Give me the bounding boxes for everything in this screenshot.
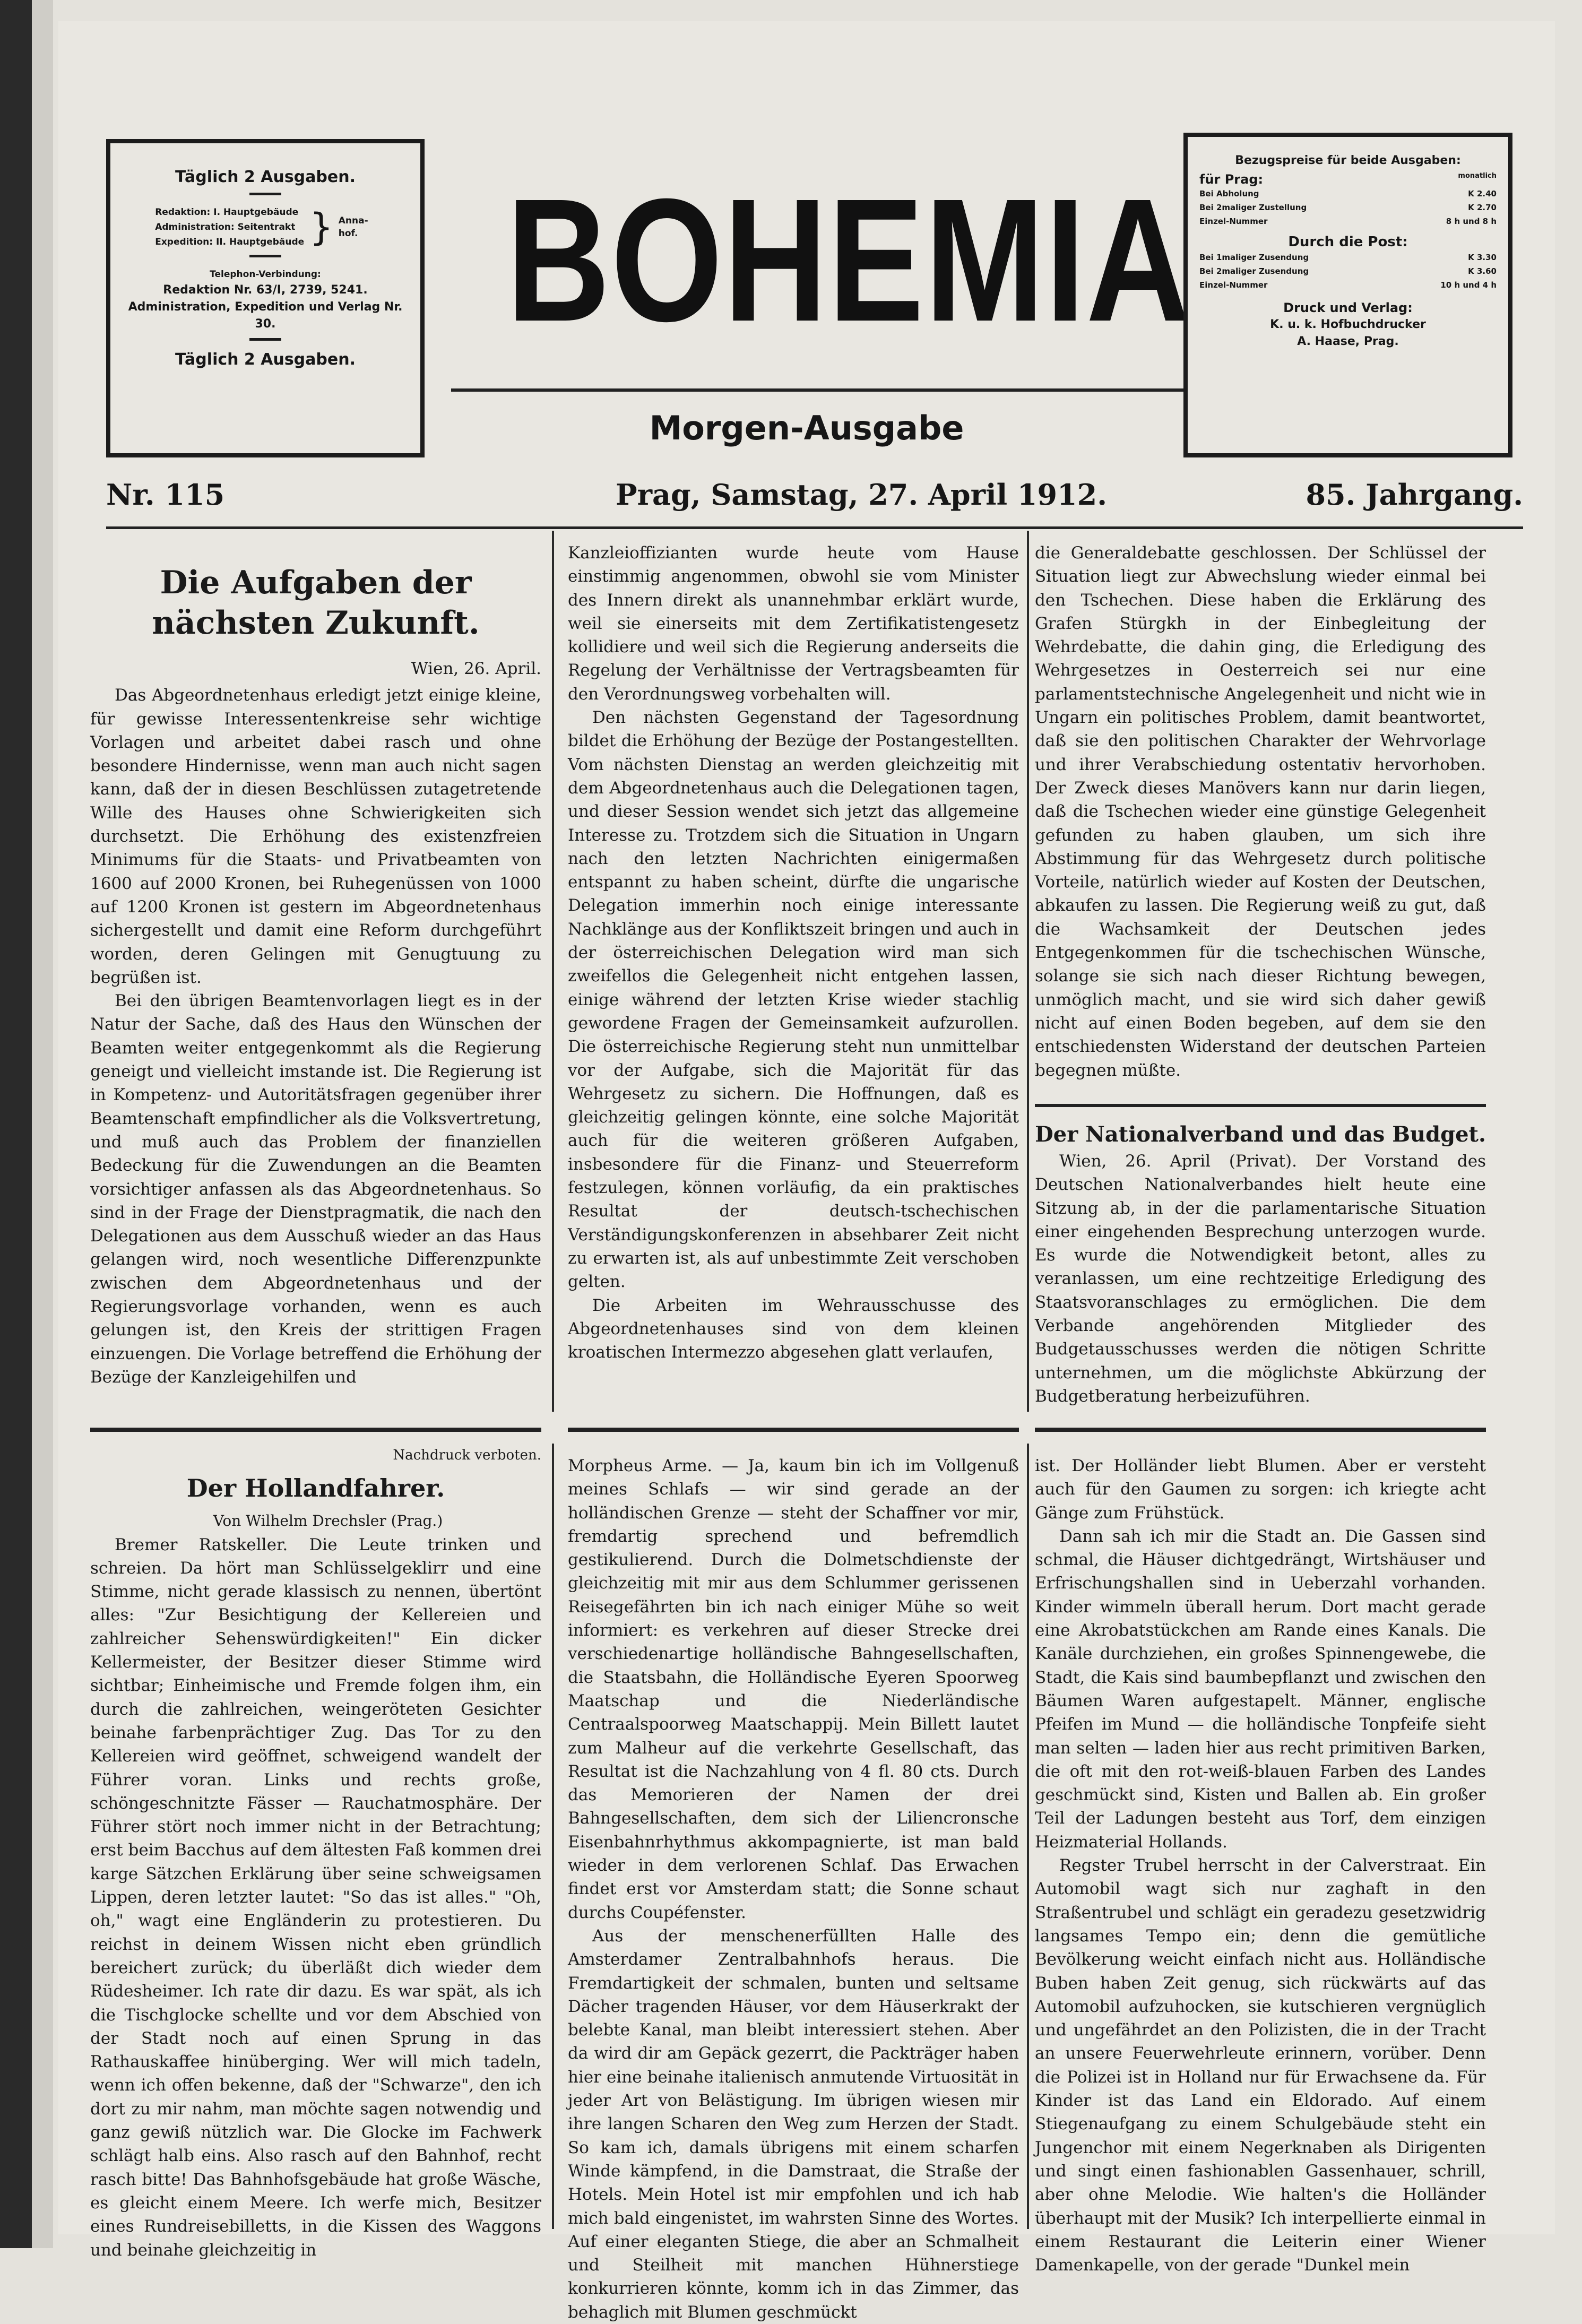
price-row: Bei Abholung K 2.40 xyxy=(1199,189,1497,198)
dateline-rule xyxy=(106,526,1523,529)
column-rule xyxy=(1027,531,1029,1412)
column-rule xyxy=(552,531,554,1412)
paragraph: Bei den übrigen Beamtenvorlagen liegt es in der Natur der Sache, daß des Haus den Wünschen der Beamten weiter entgegenkommt als die Regierung geneigt und vielleicht imstande ist. Die Regierung ist in Kompetenz- und Autoritätsfragen gegenüber ihrer Beamtenschaft empfindlicher als die Volksvertretung, und muß auch das Problem der finanziellen Bedeckung für die Zuwendungen an die Beamten vorsichtiger anfassen als das Abgeordnetenhaus. So sind in der Frage der Dienstpragmatik, die nach den Delegationen aus dem Ausschuß wieder an das Haus gelangen wird, noch wesentliche Differenzpunkte zwischen dem Abgeordnetenhaus und der Regierungsvorlage vorhanden, wenn es auch gelungen ist, den Kreis der strittigen Fragen einzuengen. Die Vorlage betreffend die Erhöhung der Bezüge der Kanzleigehilfen und xyxy=(90,991,541,1387)
masthead-right-box xyxy=(1183,133,1512,457)
paragraph: Kanzleioffizianten wurde heute vom Hause einstimmig angenommen, obwohl sie vom Minister des Innern direkt als unannehmbar erklärt wurde, weil sie einerseits mit dem Zertifikatistengesetz kollidiere und weil sich die Regierung anderseits die Regelung der Verhältnisse der Vertragsbeamten für den Verordnungsweg vorbehalten will. xyxy=(568,543,1019,704)
price-row: Einzel-Nummer 8 h und 8 h xyxy=(1199,217,1497,226)
redaktion-line: Redaktion: I. Hauptgebäude xyxy=(155,207,299,218)
issue-date: Prag, Samstag, 27. April 1912. xyxy=(616,478,1107,512)
annahof-label: Anna-hof. xyxy=(338,215,368,239)
telephon-admin: Administration, Expedition und Verlag Nr. 30. xyxy=(128,300,403,331)
paragraph: Regster Trubel herrscht in der Calverstraat. Ein Automobil wagt sich nur zaghaft in den Straßentrubel und schlägt ein geradezu gesetzwidrig langsames Tempo ein; denn die gemütliche Bevölkerung weicht einfach nicht aus. Holländische Buben haben Zeit genug, sich rückwärts auf das Automobil aufzuhocken, sie kutschieren vergnüglich und ungefährdet an den Polizisten, die in der Tracht an unsere Feuerwehrleute erinnern, vorüber. Denn die Polizei ist in Holland nur für Erwachsene da. Für Kinder ist das Land ein Eldorado. Auf einem Stiegenaufgang zu einem Schulgebäude steht ein Jungenchor mit einem Negerknaben als Dirigenten und singt einen fashionablen Gassenhauer, schrill, aber ohne Melodie. Wie halten's die Holländer überhaupt mit der Musik? Ich interpellierte einmal in einem Restaurant die Leiterin einer Wiener Damenkapelle, von der gerade "Dunkel mein xyxy=(1035,1856,1486,2275)
scan-edge-dark xyxy=(0,0,32,2248)
paragraph: Wien, 26. April (Privat). Der Vorstand des Deutschen Nationalverbandes hielt heute eine Sitzung ab, in der die parlamentarische Situation einer eingehenden Besprechung unterzogen wurde. Es wurde die Notwendigkeit betont, alles zu veranlassen, um eine rechtzeitige Erledigung des Staatsvoranschlages zu ermöglichen. Die dem Verbande angehörenden Mitglieder des Budgetausschusses werden die nötigen Schritte unternehmen, um die möglichste Abkürzung der Budgetberatung herbeizuführen. xyxy=(1035,1152,1486,1406)
newspaper-title: BOHEMIA xyxy=(506,162,1191,358)
feuilleton-headline: Der Hollandfahrer. xyxy=(186,1474,445,1503)
office-table xyxy=(121,205,410,249)
issue-number: Nr. 115 xyxy=(106,478,225,512)
paragraph: Die Arbeiten im Wehrausschusse des Abgeordnetenhauses sind von dem kleinen kroatischen Intermezzo abgesehen glatt verlaufen, xyxy=(568,1295,1019,1362)
issue-volume: 85. Jahrgang. xyxy=(1306,478,1523,512)
feuilleton-column-3 xyxy=(1035,1454,1486,2275)
paragraph: ist. Der Holländer liebt Blumen. Aber er versteht auch für den Gaumen zu sorgen: ich kriegte acht Gänge zum Frühstück. xyxy=(1035,1456,1486,1523)
druck-title: Druck und Verlag: xyxy=(1283,300,1413,315)
druck-firm: A. Haase, Prag. xyxy=(1297,335,1399,348)
price-row: Bei 1maliger Zusendung K 3.30 xyxy=(1199,253,1497,262)
feuilleton-column-2 xyxy=(568,1454,1019,2322)
article-column-2 xyxy=(568,541,1019,1422)
price-row: Bei 2maliger Zusendung K 3.60 xyxy=(1199,266,1497,276)
article-headline: Die Aufgaben der nächsten Zukunft. xyxy=(152,564,480,642)
telephon-redaktion: Redaktion Nr. 63/I, 2739, 5241. xyxy=(163,283,368,297)
prag-unit: monatlich xyxy=(1458,172,1497,180)
telephon-title: Telephon-Verbindung: xyxy=(210,269,321,280)
paragraph: Dann sah ich mir die Stadt an. Die Gassen sind schmal, die Häuser dichtgedrängt, Wirtshäuser und Erfrischungshallen sind in Ueberzahl vorhanden. Kinder wimmeln überall herum. Dort macht gerade eine Akrobatstückchen am Rande eines Kanals. Die Kanäle durchziehen, ein großes Spinnengewebe, die Stadt, die Kais sind baumbepflanzt und zwischen den Bäumen Waren aufgestapelt. Männer, englische Pfeifen im Mund — die holländische Tonpfeife sieht man selten — laden hier aus recht primitiven Barken, die oft mit den rot-weiß-blauen Farben des Landes geschmückt sind, Kisten und Ballen ab. Ein großer Teil der Ladungen besteht aus Torf, dem einzigen Heizmaterial Hollands. xyxy=(1035,1526,1486,1852)
scan-edge-light xyxy=(32,0,53,2248)
masthead-left-box xyxy=(106,139,425,457)
section-rule xyxy=(1035,1428,1486,1432)
divider xyxy=(249,193,281,195)
divider xyxy=(249,338,281,341)
divider xyxy=(249,255,281,257)
column-rule xyxy=(552,1444,554,2229)
prag-label: für Prag: xyxy=(1199,172,1264,187)
feuilleton-byline: Von Wilhelm Drechsler (Prag.) xyxy=(213,1512,443,1530)
expedition-line: Expedition: II. Hauptgebäude xyxy=(155,237,305,247)
post-label: Durch die Post: xyxy=(1288,234,1408,250)
price-row: Bei 2maliger Zustellung K 2.70 xyxy=(1199,203,1497,212)
paragraph: Das Abgeordnetenhaus erledigt jetzt einige kleine, für gewisse Interessentenkreise sehr wichtige Vorlagen und arbeitet dabei rasch und ohne besondere Hindernisse, wenn man auch nicht sagen kann, daß der in diesen Beschlüssen zutagetretende Wille des Hauses ohne Schwierigkeiten sich durchsetzt. Die Erhöhung des existenzfreien Minimums für die Staats- und Privatbeamten von 1600 auf 2000 Kronen, bei Ruhegenüssen von 1000 auf 1200 Kronen ist gestern im Abgeordnetenhaus sichergestellt und damit eine Reform durchgeführt worden, deren Gelingen mit Genugtuung zu begrüßen ist. xyxy=(90,686,541,987)
druck-name: K. u. k. Hofbuchdrucker xyxy=(1270,318,1426,331)
brace-glyph: } xyxy=(309,205,333,249)
article-2 xyxy=(1035,1120,1486,1422)
article2-headline: Der Nationalverband und das Budget. xyxy=(1035,1122,1486,1147)
administration-line: Administration: Seitentrakt xyxy=(155,222,296,232)
paragraph: Bremer Ratskeller. Die Leute trinken und schreien. Da hört man Schlüsselgeklirr und eine Stimme, nicht gerade klassisch zu nennen, übertönt alles: "Zur Besichtigung der Kellereien und zahlreicher Sehenswürdigkeiten!" Ein dicker Kellermeister, der Besitzer dieser Stimme wird sichtbar; Einheimische und Fremde folgen ihm, ein durch die zahlreichen, weingeröteten Gesichter beinahe farbenprächtiger Zug. Das Tor zu den Kellereien wird geöffnet, schweigend wandelt der Führer voran. Links und rechts große, schöngeschnitzte Fässer — Rauchatmosphäre. Der Führer stört noch immer nicht in der Betrachtung; erst beim Bacchus auf dem ältesten Faß kommen drei karge Sätzchen Erklärung über seine schweigsamen Lippen, deren letzter lautet: "So das ist alles." "Oh, oh," wagt eine Engländerin zu protestieren. Du reichst in deinem Wissen nicht eben gründlich bereichert zurück; du überläßt dich wieder dem Rüdesheimer. Ich rate dir dazu. Es war spät, als ich die Tischglocke schellte und vor dem Abschied von der Stadt noch auf einen Sprung in das Rathauskaffee hinüberging. Wer will mich tadeln, wenn ich offen bekenne, daß der "Schwarze", den ich dort zu mir nahm, man möchte sagen notwendig und ganz gewiß nützlich war. Die Glocke im Fachwerk schlägt halb eins. Also rasch auf den Bahnhof, recht rasch bitte! Das Bahnhofsgebäude hat große Wäsche, es gleicht einem Meere. Ich werfe mich, Besitzer eines Rundreisebilletts, in die Kissen des Waggons und beinahe gleichzeitig in xyxy=(90,1535,541,2260)
article-column-3 xyxy=(1035,541,1486,1088)
reprint-note: Nachdruck verboten. xyxy=(393,1447,541,1463)
feuilleton-column-1 xyxy=(90,1444,541,2260)
edition-subtitle: Morgen-Ausgabe xyxy=(649,409,964,447)
editions-top: Täglich 2 Ausgaben. xyxy=(175,168,356,186)
prag-header xyxy=(1199,172,1497,187)
paragraph: Den nächsten Gegenstand der Tagesordnung bildet die Erhöhung der Bezüge der Postangestellten. Vom nächsten Dienstag an werden gleichzeitig mit dem Abgeordnetenhaus auch die Delegationen tagen, und dieser Session wendet sich jetzt das allgemeine Interesse zu. Trotzdem sich die Situation in Ungarn nach den letzten Nachrichten einigermaßen entspannt zu haben scheint, dürfte die ungarische Delegation immerhin noch einige interessante Nachklänge aus der Konfliktszeit bringen und auch in der österreichischen Delegation wird man sich zweifellos die Gelegenheit nicht entgehen lassen, einige während der letzten Krise wieder stachlig gewordene Fragen der Gemeinsamkeit aufzurollen. Die österreichische Regierung steht nun unmittelbar vor der Aufgabe, sich die Majorität für das Wehrgesetz zu sichern. Die Hoffnungen, daß es gleichzeitig gelingen könnte, eine solche Majorität auch für die weiteren größeren Aufgaben, insbesondere für die Finanz- und Steuerreform festzulegen, können vorläufig, da ein praktisches Resultat der deutsch-tschechischen Verständigungskonferenzen in absehbarer Zeit nicht zu erwarten ist, als auf unbestimmte Zeit verschoben gelten. xyxy=(568,708,1019,1292)
prices-title: Bezugspreise für beide Ausgaben: xyxy=(1235,154,1461,167)
column-rule xyxy=(1027,1444,1029,2229)
article-column-1 xyxy=(90,552,541,1422)
article-separator xyxy=(1035,1104,1486,1107)
section-rule xyxy=(90,1428,541,1432)
dateline xyxy=(106,478,1523,520)
section-rule xyxy=(568,1428,1019,1432)
price-row: Einzel-Nummer 10 h und 4 h xyxy=(1199,280,1497,290)
paragraph: Morpheus Arme. — Ja, kaum bin ich im Vollgenuß meines Schlafs — wir sind gerade an der holländischen Grenze — steht der Schaffner vor mir, fremdartig sprechend und befremdlich gestikulierend. Durch die Dolmetschdienste der gleichzeitig mit mir aus dem Schlummer gerissenen Reisegefährten bin ich nach einiger Mühe so weit informiert: es verkehren auf dieser Strecke drei verschiedenartige holländische Bahngesellschaften, die Staatsbahn, die Holländische Eyeren Spoorweg Maatschap und die Niederländische Centraalspoorweg Maatschappij. Mein Billett lautet zum Malheur auf die verkehrte Gesellschaft, das Resultat ist die Nachzahlung von 4 fl. 80 cts. Durch das Memorieren der Namen der drei Bahngesellschaften, dem sich der Liliencronsche Eisenbahnrhythmus akkompagnierte, ist man bald wieder in dem verlorenen Schlaf. Das Erwachen findet erst vor Amsterdam statt; die Sonne schaut durchs Coupéfenster. xyxy=(568,1456,1019,1922)
editions-bottom: Täglich 2 Ausgaben. xyxy=(175,350,356,369)
article-dateline: Wien, 26. April. xyxy=(411,659,541,678)
title-rule xyxy=(451,388,1183,392)
paragraph: Aus der menschenerfüllten Halle des Amsterdamer Zentralbahnhofs heraus. Die Fremdartigkeit der schmalen, bunten und seltsame Dächer tragenden Häuser, vor dem Häuserkrakt der belebte Kanal, man bleibt interessiert stehen. Aber da wird dir am Gepäck gezerrt, die Packträger haben hier eine beinahe italienisch anmutende Virtuosität in jeder Art von Belästigung. Im übrigen wiesen mir ihre langen Scharen den Weg zum Herzen der Stadt. So kam ich, damals übrigens mit einem scharfen Winde kämpfend, in die Damstraat, die Straße der Hotels. Mein Hotel ist mir empfohlen und ich hab mich bald eingenistet, im wahrsten Sinne des Wortes. Auf einer eleganten Stiege, die aber an Schmalheit und Steilheit mit manchen Hühnerstiege konkurrieren könnte, komm ich in das Zimmer, das behaglich mit Blumen geschmückt xyxy=(568,1926,1019,2322)
paragraph: die Generaldebatte geschlossen. Der Schlüssel der Situation liegt zur Abwechslung wieder einmal bei den Tschechen. Diese haben die Erklärung des Grafen Stürgkh in der Einbegleitung der Wehrdebatte, die dahin ging, die Erledigung des Wehrgesetzes in Oesterreich sei nur eine parlamentstechnische Angelegenheit und nicht wie in Ungarn ein politisches Problem, damit beantwortet, daß sie den politischen Charakter der Wehrvorlage und ihrer Verabschiedung ostentativ hervorhoben. Der Zweck dieses Manövers kann nur darin liegen, daß die Tschechen wieder eine günstige Gelegenheit gefunden zu haben glauben, um sich ihre Abstimmung für das Wehrgesetz durch politische Vorteile, natürlich wieder auf Kosten der Deutschen, abkaufen zu lassen. Die Regierung weiß zu gut, daß die Wachsamkeit der Deutschen jedes Entgegenkommen für die tschechischen Wünsche, solange sie sich nach dieser Richtung bewegen, unmöglich macht, und sie wird sich daher gewiß nicht auf einen Boden begeben, auf dem sie den entschiedensten Widerstand der deutschen Parteien begegnen müßte. xyxy=(1035,543,1486,1080)
